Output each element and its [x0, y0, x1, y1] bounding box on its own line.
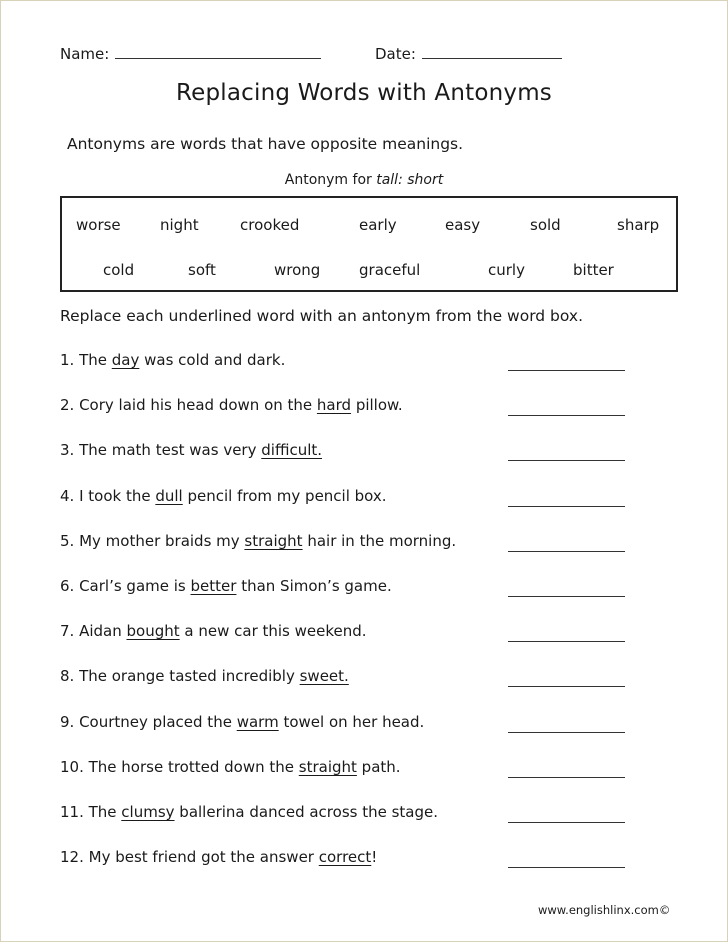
question-text: 11. The	[60, 803, 122, 821]
question-12	[60, 848, 377, 866]
word-box-item: soft	[188, 261, 216, 279]
word-box-item: worse	[76, 216, 121, 234]
worksheet-title: Replacing Words with Antonyms	[175, 80, 552, 106]
name-blank-line[interactable]	[115, 44, 321, 59]
answer-line-9[interactable]	[508, 731, 625, 733]
date-blank-line[interactable]	[422, 44, 562, 59]
answer-line-12[interactable]	[508, 866, 625, 868]
underlined-word: bought	[126, 622, 180, 641]
underlined-word: warm	[236, 712, 279, 731]
question-7	[60, 622, 367, 640]
answer-line-2[interactable]	[508, 414, 625, 416]
word-box-item: early	[359, 216, 397, 234]
question-text: 10. The horse trotted down the	[60, 757, 299, 776]
word-box-item: sharp	[617, 216, 660, 234]
word-box-item: cold	[103, 261, 135, 279]
instructions: Replace each underlined word with an antonym from the word box.	[60, 307, 584, 325]
question-text: ballerina danced across the stage.	[174, 803, 439, 821]
question-text: 5. My mother braids my	[60, 531, 245, 550]
question-text: path.	[356, 757, 401, 776]
question-text: !	[371, 848, 378, 867]
question-text: towel on her head.	[278, 712, 425, 731]
question-10	[60, 758, 401, 776]
question-5	[60, 532, 456, 550]
word-box-item: easy	[445, 216, 481, 234]
date-label: Date:	[375, 45, 416, 63]
question-9	[60, 713, 424, 731]
word-box-item: graceful	[359, 261, 421, 279]
word-box-item: curly	[488, 261, 525, 279]
answer-line-4[interactable]	[508, 505, 625, 507]
question-text: 3. The math test was very	[60, 441, 262, 460]
word-box-item: wrong	[274, 261, 321, 279]
question-text: than Simon’s game.	[236, 577, 392, 595]
question-4	[60, 487, 387, 505]
underlined-word: dull	[155, 486, 183, 505]
answer-line-6[interactable]	[508, 595, 625, 597]
question-2	[60, 396, 403, 414]
question-text: 7. Aidan	[60, 622, 127, 641]
question-6	[60, 577, 392, 595]
question-8	[60, 667, 349, 685]
example-line	[0, 172, 728, 188]
word-box-item: sold	[530, 216, 561, 234]
question-text: 8. The orange tasted incredibly	[60, 667, 300, 686]
question-text: 12. My best friend got the answer	[60, 848, 319, 867]
underlined-word: clumsy	[121, 803, 175, 821]
answer-line-5[interactable]	[508, 550, 625, 552]
underlined-word: correct	[318, 848, 372, 867]
answer-line-10[interactable]	[508, 776, 625, 778]
question-text: was cold and dark.	[139, 351, 286, 369]
question-text: 9. Courtney placed the	[60, 712, 237, 731]
answer-line-1[interactable]	[508, 369, 625, 371]
underlined-word: day	[111, 351, 140, 369]
name-label: Name:	[60, 45, 110, 63]
question-text: pencil from my pencil box.	[182, 486, 387, 505]
question-text: 6. Carl’s game is	[60, 577, 191, 595]
question-text: a new car this weekend.	[179, 622, 367, 641]
answer-line-11[interactable]	[508, 821, 625, 823]
example-word: tall: short	[376, 172, 444, 188]
underlined-word: better	[190, 577, 237, 595]
underlined-word: hard	[316, 396, 352, 415]
question-3	[60, 441, 322, 459]
question-text: hair in the morning.	[302, 531, 457, 550]
underlined-word: difficult.	[261, 441, 323, 460]
answer-line-3[interactable]	[508, 459, 625, 461]
site-credit: www.englishlinx.com©	[538, 903, 671, 917]
intro-text: Antonyms are words that have opposite meanings.	[67, 135, 464, 153]
underlined-word: straight	[298, 757, 357, 776]
word-box-item: bitter	[573, 261, 614, 279]
question-text: 2. Cory laid his head down on the	[60, 396, 317, 415]
example-prefix: Antonym for	[284, 172, 377, 188]
question-11	[60, 803, 438, 821]
question-1	[60, 351, 285, 369]
word-box-item: night	[160, 216, 199, 234]
word-box-item: crooked	[240, 216, 300, 234]
question-text: pillow.	[351, 396, 403, 415]
word-box	[60, 196, 678, 292]
question-text: 4. I took the	[60, 486, 156, 505]
underlined-word: sweet.	[299, 667, 349, 686]
name-field[interactable]	[60, 44, 321, 63]
answer-line-7[interactable]	[508, 640, 625, 642]
underlined-word: straight	[244, 531, 303, 550]
date-field[interactable]	[375, 44, 562, 63]
question-text: 1. The	[60, 351, 112, 369]
answer-line-8[interactable]	[508, 685, 625, 687]
